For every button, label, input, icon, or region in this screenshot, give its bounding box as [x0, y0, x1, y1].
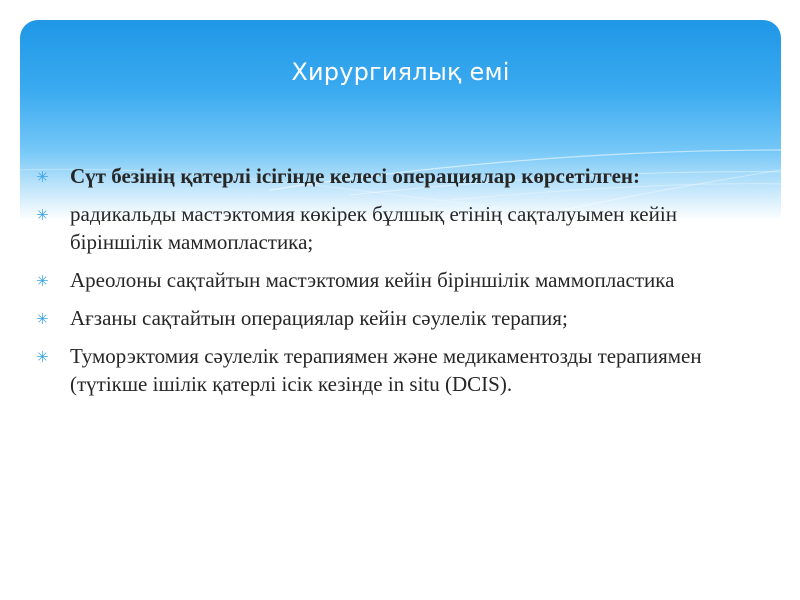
asterisk-bullet-icon: ✳	[36, 272, 49, 290]
asterisk-bullet-icon: ✳	[36, 206, 49, 224]
bullet-text: Ағзаны сақтайтын операциялар кейін сәулелік терапия;	[70, 306, 568, 330]
bullet-text: Ареолоны сақтайтын мастэктомия кейін біріншілік маммопластика	[70, 268, 675, 292]
asterisk-bullet-icon: ✳	[36, 168, 49, 186]
slide-body	[36, 162, 756, 408]
bullet-text: радикальды мастэктомия көкірек бұлшық етінің сақталуымен кейін біріншілік маммопластика;	[70, 202, 677, 254]
list-item	[36, 266, 756, 294]
list-item	[36, 200, 756, 256]
asterisk-bullet-icon: ✳	[36, 348, 49, 366]
list-item	[36, 342, 756, 398]
list-item	[36, 162, 756, 190]
bullet-text: Сүт безінің қатерлі ісігінде келесі операциялар көрсетілген:	[70, 164, 641, 188]
asterisk-bullet-icon: ✳	[36, 310, 49, 328]
bullet-text: Туморэктомия сәулелік терапиямен және медикаментозды терапиямен (түтікше ішілік қатерлі ісік кезінде in situ (DCIS).	[70, 344, 702, 396]
list-item	[36, 304, 756, 332]
slide-title: Хирургиялық емі	[291, 58, 510, 86]
bullet-list	[36, 162, 756, 398]
